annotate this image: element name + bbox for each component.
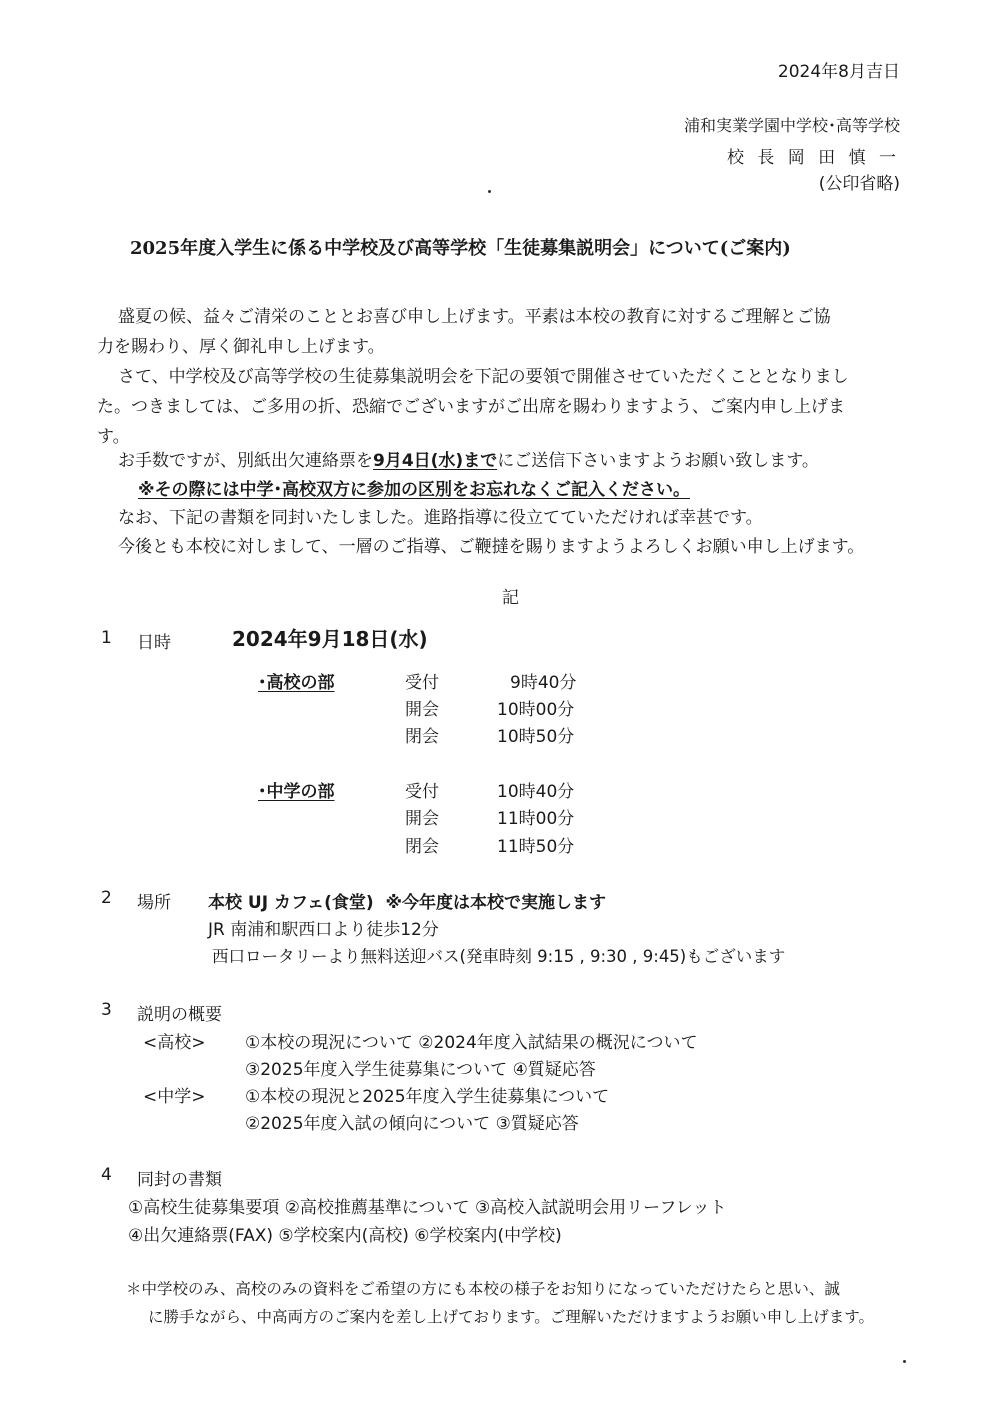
overview-high-line-1: ①本校の現況について ②2024年度入試結果の概況について [245,1033,698,1053]
venue-note: ※今年度は本校で実施します [385,893,607,913]
seal-note: (公印省略) [818,174,900,194]
junior-open-label: 開会 [405,809,439,829]
high-reception-label: 受付 [405,673,439,693]
document-title: 2025年度入学生に係る中学校及び高等学校「生徒募集説明会」について(ご案内) [130,238,791,259]
overview-junior-label: <中学> [143,1087,206,1107]
item-2-label: 場所 [137,893,171,913]
item-4-number: 4 [101,1165,112,1185]
invitation-line-1: さて、中学校及び高等学校の生徒募集説明会を下記の要領で開催させていただくこととなりまし [118,367,849,387]
notice-line: ※その際には中学･高校双方に参加の区別をお忘れなくご記入ください。 [138,480,691,500]
reply-request [118,446,819,476]
document-date: 2024年8月吉日 [777,62,900,82]
overview-junior-line-2: ②2025年度入試の傾向について ③質疑応答 [245,1114,579,1134]
junior-reception-time: 10時40分 [497,782,575,802]
venue-name: 本校 UJ カフェ(食堂) [208,893,374,913]
reply-request-pre: お手数ですが、別紙出欠連絡票を [118,451,373,471]
high-open-label: 開会 [405,700,439,720]
venue-bus: 西口ロータリーより無料送迎バス(発車時刻 9:15 , 9:30 , 9:45)もございます [212,947,786,966]
item-4-label: 同封の書類 [137,1170,222,1190]
greeting-line-1: 盛夏の候、益々ご清栄のこととお喜び申し上げます。平素は本校の教育に対するご理解とご協 [118,307,831,327]
enclosure-note: なお、下記の書類を同封いたしました。進路指導に役立てていただければ幸甚です。 [118,508,763,528]
reply-deadline: 9月4日(水)まで [373,451,498,471]
ki-heading: 記 [502,588,519,608]
junior-close-label: 閉会 [405,837,439,857]
overview-high-label: <高校> [143,1033,206,1053]
event-date: 2024年9月18日(水) [232,627,428,651]
venue-access: JR 南浦和駅西口より徒歩12分 [208,920,439,940]
speck [903,1360,906,1363]
high-reception-time: 9時40分 [510,673,577,693]
item-1-number: 1 [101,628,112,648]
item-1-label: 日時 [137,633,171,653]
enclosures-line-2: ④出欠連絡票(FAX) ⑤学校案内(高校) ⑥学校案内(中学校) [128,1226,562,1246]
junior-reception-label: 受付 [405,782,439,802]
junior-high-section: ･中学の部 [258,782,335,802]
footnote-line-1: ＊中学校のみ、高校のみの資料をご希望の方にも本校の様子をお知りになっていただけたらと思い、誠 [126,1280,840,1298]
invitation-line-2: た。つきましては、ご多用の折、恐縮でございますがご出席を賜わりますよう、ご案内申し上げま [97,397,845,417]
high-school-section: ･高校の部 [258,673,335,693]
junior-open-time: 11時00分 [497,809,575,829]
item-3-number: 3 [101,1000,112,1020]
speck [488,190,491,193]
venue-place [208,888,606,913]
reply-request-post: にご送信下さいますようお願い致します。 [497,451,819,471]
overview-junior-line-1: ①本校の現況と2025年度入学生徒募集について [245,1087,610,1107]
invitation-line-3: す。 [97,427,130,447]
principal-name: 校 長 岡 田 慎 一 [726,148,900,168]
high-open-time: 10時00分 [497,700,575,720]
high-close-time: 10時50分 [497,727,575,747]
footnote-line-2: に勝手ながら、中高両方のご案内を差し上げております。ご理解いただけますようお願い申し上げます。 [148,1308,875,1326]
enclosures-line-1: ①高校生徒募集要項 ②高校推薦基準について ③高校入試説明会用リーフレット [128,1198,727,1218]
greeting-line-2: 力を賜わり、厚く御礼申し上げます。 [97,337,385,357]
junior-close-time: 11時50分 [497,837,575,857]
item-2-number: 2 [101,888,112,908]
closing-line: 今後とも本校に対しまして、一層のご指導、ご鞭撻を賜りますようよろしくお願い申し上げます。 [118,537,865,557]
item-3-label: 説明の概要 [137,1005,222,1025]
overview-high-line-2: ③2025年度入学生徒募集について ④質疑応答 [245,1060,596,1080]
school-name: 浦和実業学園中学校･高等学校 [683,116,900,135]
high-close-label: 閉会 [405,727,439,747]
